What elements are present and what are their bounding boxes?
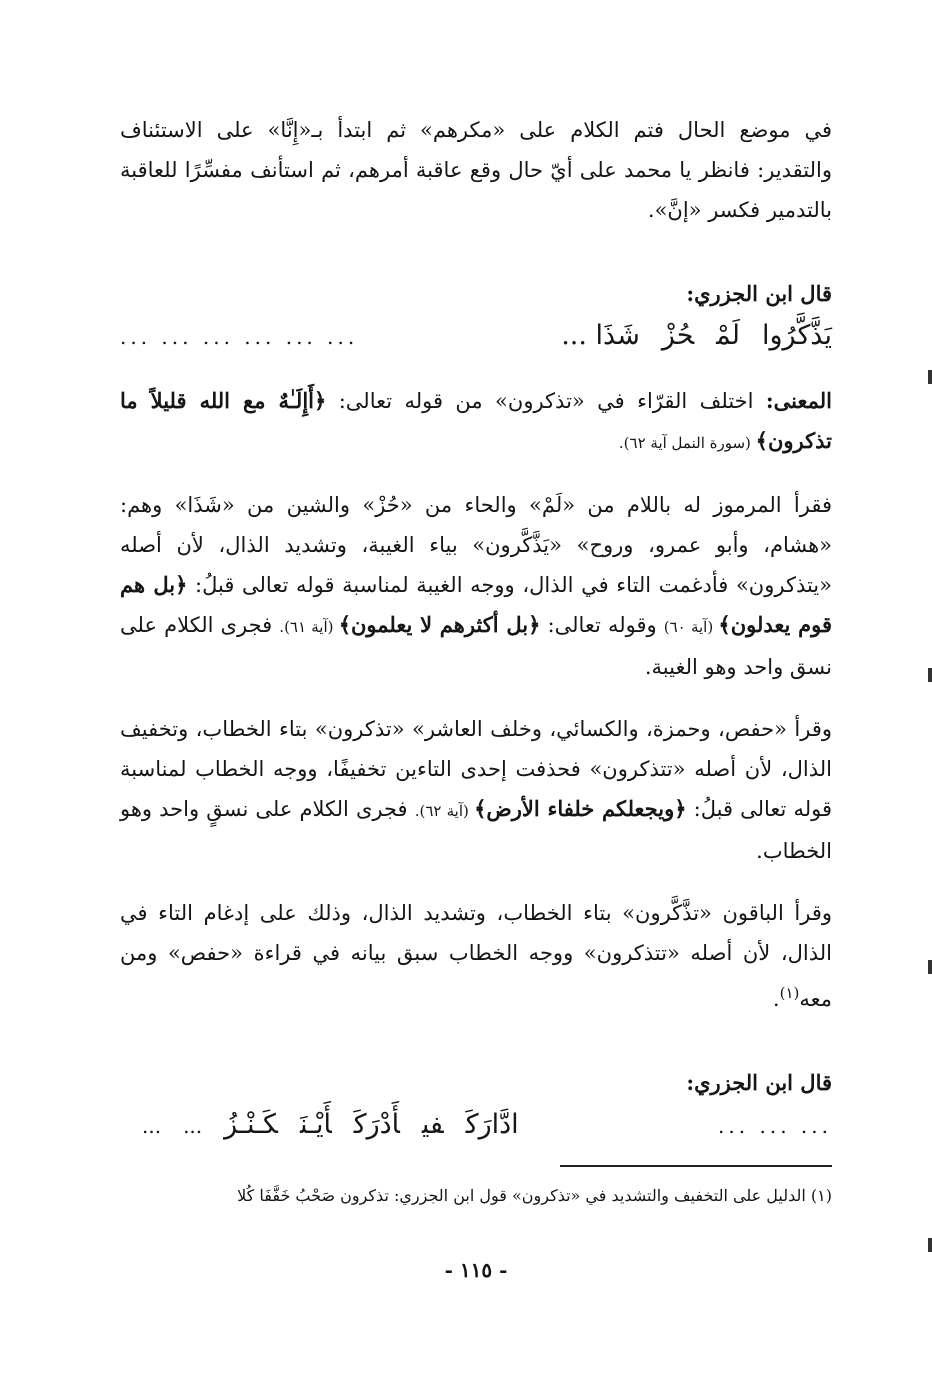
verse-ellipsis: ... ... ... ... ... ... (120, 325, 359, 349)
quran-quote: ﴿بل هم قوم يعدلون﴾ (120, 572, 832, 637)
verse-line (120, 1103, 832, 1148)
quran-quote: ﴿ويجعلكم خلفاء الأرض﴾ (474, 796, 687, 821)
ellipsis: ... (800, 1114, 832, 1138)
paragraph-end: . (772, 987, 780, 1011)
verse-word: يَذَّكَّرُوا (762, 320, 832, 351)
ellipsis: ... (142, 1114, 162, 1138)
edge-mark (928, 960, 932, 974)
edge-mark (928, 668, 932, 682)
ayah-reference: (سورة النمل آية ٦٢). (618, 434, 756, 452)
paragraph-text: وقرأ «حفص، وحمزة، والكسائي، وخلف العاشر» «تذكرون» بتاء الخطاب، وتخفيف الذال، لأن أصله «تتذكرون» فحذفت إحدى التاءين تخفيفًا، ووجه الخطاب لمناسبة قوله تعالى قبلُ: (120, 717, 833, 821)
verse-words (539, 314, 832, 358)
paragraph-text: فجرى الكلام على نسقٍ واحد وهو الخطاب. (120, 797, 832, 863)
footnote-marker: (١) (779, 984, 800, 1002)
verse-line (120, 314, 832, 359)
ayah-reference: (آية ٦٢). (414, 802, 475, 820)
verse-word: أَيْـنَ (299, 1109, 332, 1140)
verse-word: أَدْرَكَ (353, 1109, 400, 1140)
footnote-divider (560, 1165, 832, 1167)
paragraph-text: فجرى الكلام على نسق واحد وهو الغيبة. (120, 613, 832, 679)
verse-word: لَمْ (716, 320, 741, 351)
paragraph-reading-ghayba (120, 485, 832, 687)
verse-word: حُزْ (661, 320, 695, 351)
ellipsis: ... (183, 1114, 203, 1138)
verse-heading: قال ابن الجزري: (686, 1070, 832, 1095)
book-page (120, 110, 832, 1340)
paragraph-text: وقرأ الباقون «تذَّكَّرون» بتاء الخطاب، وتشديد الذال، وذلك على إدغام التاء في الذال، لأن أصله «تتذكرون» ووجه الخطاب سبق بيانه في قراءة «حفص» ومن معه (120, 901, 832, 1011)
verse-word: شَذَا ... (561, 320, 640, 351)
ellipsis: ... (718, 1114, 750, 1138)
paragraph-text: فقرأ المرموز له باللام من «لَمْ» والحاء من «حُزْ» والشين من «شَذَا» وهم: «هشام، وأبو عمرو، وروح» «يَذَّكَّرون» بياء الغيبة، وتشديد الذال، لأن أصله «يتذكرون» فأدغمت التاء في الذال، ووجه الغيبة لمناسبة قوله تعالى قبلُ: (120, 493, 832, 597)
edge-mark (928, 1238, 932, 1252)
meaning-label: المعنى: (765, 388, 833, 413)
ayah-reference: (آية ٦٠) (663, 618, 719, 636)
quran-quote: ﴿بل أكثرهم لا يعلمون﴾ (338, 612, 541, 637)
verse-ellipsis-right (718, 1104, 832, 1148)
verse-word: كَـنْـزُ (224, 1109, 278, 1140)
verse-word: في (421, 1109, 444, 1140)
footnote: (١) الدليل على التخفيف والتشديد في «تذكرون» قول ابن الجزري: تذكرون صَحْبُ خَفَّفَا كُلا (237, 1186, 832, 1205)
paragraph-text: وقوله تعالى: (540, 613, 664, 637)
verse-heading: قال ابن الجزري: (686, 281, 832, 306)
paragraph-reading-khitab (120, 709, 832, 871)
edge-mark (928, 370, 932, 384)
ellipsis: ... (759, 1114, 791, 1138)
verse-word: ادَّارَكَ (465, 1109, 519, 1140)
paragraph-reading-rest (120, 893, 832, 1019)
verse-words (120, 1103, 519, 1148)
paragraph-meaning (120, 381, 832, 463)
ayah-reference: (آية ٦١). (279, 618, 339, 636)
paragraph-text: في موضع الحال فتم الكلام على «مكرهم» ثم ابتدأ بـ«إِنَّا» على الاستئناف والتقدير: فانظر يا محمد على أيّ حال وقع عاقبة أمرهم، ثم استأنف مفسِّرًا للعاقبة بالتدمير فكسر «إنَّ». (120, 118, 832, 222)
meaning-text: اختلف القرّاء في «تذكرون» من قوله تعالى: (326, 389, 766, 413)
page-number: - ١١٥ - (444, 1258, 508, 1282)
paragraph-context (120, 110, 832, 230)
quran-quote: ﴿أَإِلَـٰهٌ مع الله قليلاً ما تذكرون﴾ (120, 388, 832, 453)
